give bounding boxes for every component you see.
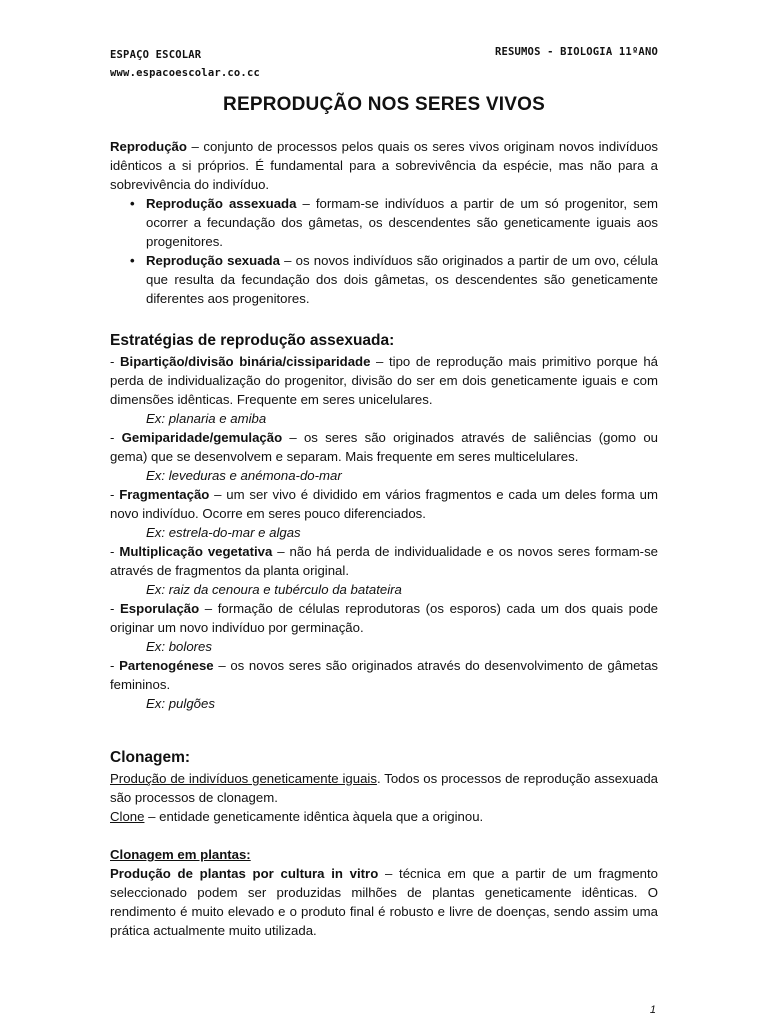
bullet-icon: •: [130, 196, 135, 211]
site-name: ESPAÇO ESCOLAR: [110, 49, 202, 61]
strategy-term: Gemiparidade/gemulação: [121, 430, 283, 445]
strategy-example: Ex: planaria e amiba: [146, 411, 267, 426]
strategy-example: Ex: pulgões: [146, 696, 215, 711]
plant-cloning-paragraph: [110, 864, 658, 940]
strategy-text: – os novos seres são originados através do desenvolvimento de gâmetas femininos.: [110, 658, 658, 692]
page-number: 1: [649, 1004, 656, 1016]
dash-prefix: -: [110, 601, 121, 616]
intro-text: – conjunto de processos pelos quais os seres vivos originam novos indivíduos idênticos a si próprios. É fundamental para a sobrevivência da espécie, mas não para a sobrevivência do indivíduo.: [110, 139, 658, 192]
strategy-item: [110, 656, 658, 694]
strategy-example: Ex: bolores: [146, 639, 212, 654]
intro-paragraph: [110, 137, 658, 194]
strategy-item: [110, 352, 658, 409]
cloning-heading: Clonagem:: [110, 749, 191, 766]
plant-cloning-text: – técnica em que a partir de um fragmento seleccionado podem ser produzidas milhões de plantas geneticamente idênticas. O rendimento é muito elevado e o produto final é robusto e livre de doenças, sendo assim uma prática actualmente muito utilizada.: [110, 866, 658, 938]
clone-term: Clone: [110, 809, 145, 824]
strategy-example: Ex: raiz da cenoura e tubérculo da batateira: [146, 582, 402, 597]
header-right-label: RESUMOS - BIOLOGIA 11ºANO: [494, 46, 658, 58]
strategy-text: – não há perda de individualidade e os novos seres formam-se através de fragmentos da planta original.: [110, 544, 659, 578]
type-text: – formam-se indivíduos a partir de um só progenitor, sem ocorrer a fecundação dos gâmetas, os descendentes são geneticamente iguais aos progenitores.: [146, 196, 658, 249]
strategies-section: [110, 330, 658, 713]
page-title: REPRODUÇÃO NOS SERES VIVOS: [223, 94, 545, 115]
strategy-text: – os seres são originados através de saliências (gomo ou gema) que se desenvolvem e separam. Mais frequente em seres multicelulares.: [110, 430, 658, 464]
dash-prefix: -: [110, 544, 120, 559]
strategy-item: [110, 485, 658, 523]
type-term: Reprodução sexuada: [146, 253, 280, 268]
cloning-def-underlined: Produção de indivíduos geneticamente iguais: [110, 771, 377, 786]
strategy-item: [110, 599, 658, 637]
intro-term: Reprodução: [110, 139, 187, 154]
header-left: [110, 46, 260, 82]
strategy-term: Bipartição/divisão binária/cissiparidade: [120, 354, 371, 369]
clone-definition: [110, 807, 658, 826]
strategy-text: – formação de células reprodutoras (os esporos) cada um dos quais pode originar um novo indivíduo por germinação.: [110, 601, 658, 635]
strategy-text: – um ser vivo é dividido em vários fragmentos e cada um deles forma um novo indivíduo. Ocorre em seres pouco diferenciados.: [110, 487, 658, 521]
dash-prefix: -: [110, 658, 120, 673]
strategy-term: Partenogénese: [119, 658, 214, 673]
cloning-section: [110, 747, 658, 826]
strategy-item: [110, 542, 658, 580]
dash-prefix: -: [110, 487, 120, 502]
type-term: Reprodução assexuada: [146, 196, 297, 211]
strategy-item: [110, 428, 658, 466]
strategy-example: Ex: leveduras e anémona-do-mar: [146, 468, 342, 483]
reproduction-types-list: [110, 194, 658, 308]
list-item: [110, 251, 658, 308]
bullet-icon: •: [130, 253, 135, 268]
cloning-definition: [110, 769, 658, 807]
strategy-term: Fragmentação: [119, 487, 210, 502]
strategy-example: Ex: estrela-do-mar e algas: [146, 525, 301, 540]
dash-prefix: -: [110, 430, 122, 445]
site-url: www.espacoescolar.co.cc: [110, 67, 260, 79]
strategy-text: – tipo de reprodução mais primitivo porque há perda de individualização do progenitor, divisão do ser em dois geneticamente iguais e com dimensões idênticas. Frequente em seres unicelulares.: [110, 354, 658, 407]
plant-cloning-section: [110, 845, 658, 940]
strategies-heading: Estratégias de reprodução assexuada:: [110, 332, 395, 349]
clone-text: – entidade geneticamente idêntica àquela que a originou.: [144, 809, 484, 824]
intro-section: [110, 137, 658, 308]
type-text: – os novos indivíduos são originados a partir de um ovo, célula que resulta da fecundação dos dois gâmetas, os descendentes são geneticamente diferentes aos progenitores.: [146, 253, 658, 306]
plant-cloning-term: Produção de plantas por cultura in vitro: [110, 866, 379, 881]
strategy-term: Multiplicação vegetativa: [119, 544, 273, 559]
plant-cloning-heading: Clonagem em plantas:: [110, 847, 251, 862]
dash-prefix: -: [110, 354, 121, 369]
strategy-term: Esporulação: [120, 601, 200, 616]
cloning-def-rest: . Todos os processos de reprodução assexuada são processos de clonagem.: [110, 771, 658, 805]
list-item: [110, 194, 658, 251]
